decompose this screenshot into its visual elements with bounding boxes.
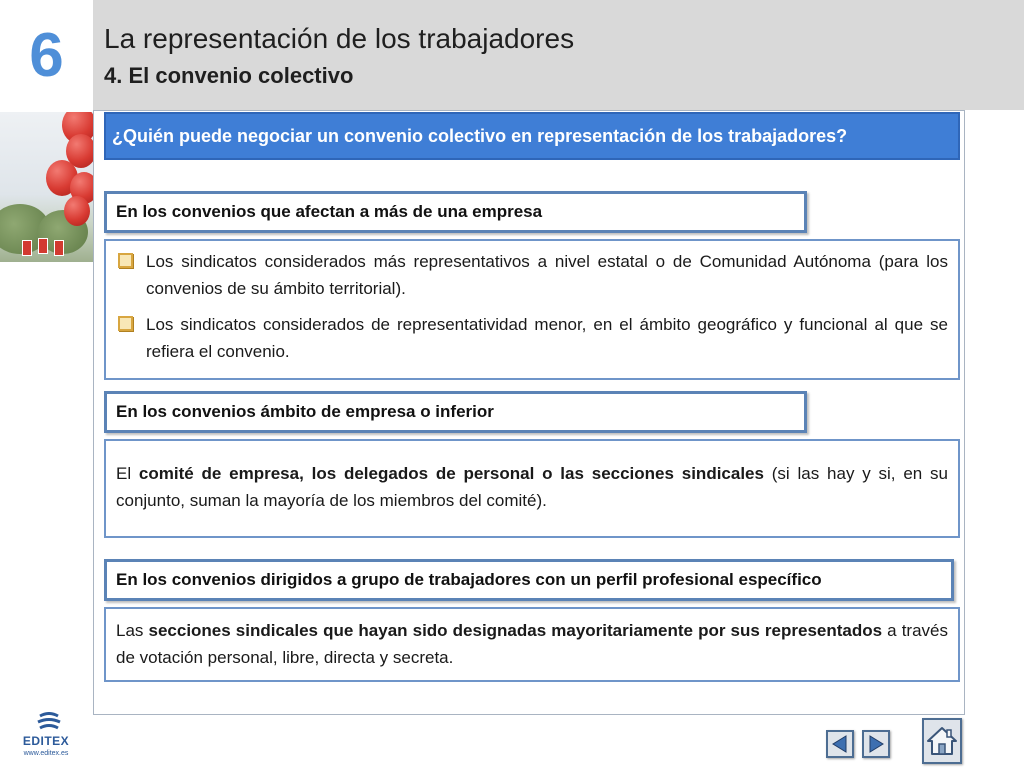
chapter-box [0, 0, 93, 110]
bullet-text: Los sindicatos considerados de representatividad menor, en el ámbito geográfico y funcional al que se refiera el convenio. [146, 315, 948, 361]
page-subtitle: 4. El convenio colectivo [104, 63, 354, 88]
paragraph-suffix: a través de votación personal, libre, directa y secreta. [116, 621, 948, 667]
triangle-right-icon [867, 735, 885, 753]
section-body-company-level [104, 439, 960, 538]
triangle-left-icon [831, 735, 849, 753]
list-item [118, 248, 948, 302]
question-banner: ¿Quién puede negociar un convenio colectivo en representación de los trabajadores? [104, 112, 960, 160]
editex-logo [14, 712, 78, 764]
home-button[interactable] [922, 718, 962, 764]
paragraph-bold: secciones sindicales que hayan sido designadas mayoritariamente por sus representados [148, 621, 883, 640]
paragraph-prefix: Las [116, 621, 149, 640]
editex-logo-icon [36, 712, 62, 732]
bullet-text: Los sindicatos considerados más representativos a nivel estatal o de Comunidad Autónoma (para los convenios de su ámbito territorial). [146, 252, 948, 298]
section-body-professional-group [104, 607, 960, 682]
bullet-list [106, 241, 958, 365]
page-title: La representación de los trabajadores [104, 23, 575, 54]
paragraph-suffix: (si las hay y si, en su conjunto, suman la mayoría de los miembros del comité). [116, 464, 948, 510]
section-paragraph [106, 617, 958, 671]
chapter-number: 6 [29, 21, 64, 90]
section-paragraph [106, 460, 958, 514]
section-body-multi-company [104, 239, 960, 380]
house-icon [927, 726, 957, 756]
square-bullet-icon [118, 253, 133, 268]
logo-url: www.editex.es [23, 750, 69, 757]
previous-button[interactable] [826, 730, 854, 758]
section-heading-professional-group: En los convenios dirigidos a grupo de trabajadores con un perfil profesional específico [104, 559, 954, 601]
decorative-photo [0, 112, 93, 262]
square-bullet-icon [118, 316, 133, 331]
paragraph-bold: comité de empresa, los delegados de personal o las secciones sindicales [138, 464, 764, 483]
list-item [118, 311, 948, 365]
section-heading-company-level: En los convenios ámbito de empresa o inferior [104, 391, 807, 433]
section-heading-multi-company: En los convenios que afectan a más de una empresa [104, 191, 807, 233]
next-button[interactable] [862, 730, 890, 758]
logo-name: EDITEX [22, 734, 70, 748]
paragraph-prefix: El [116, 464, 139, 483]
